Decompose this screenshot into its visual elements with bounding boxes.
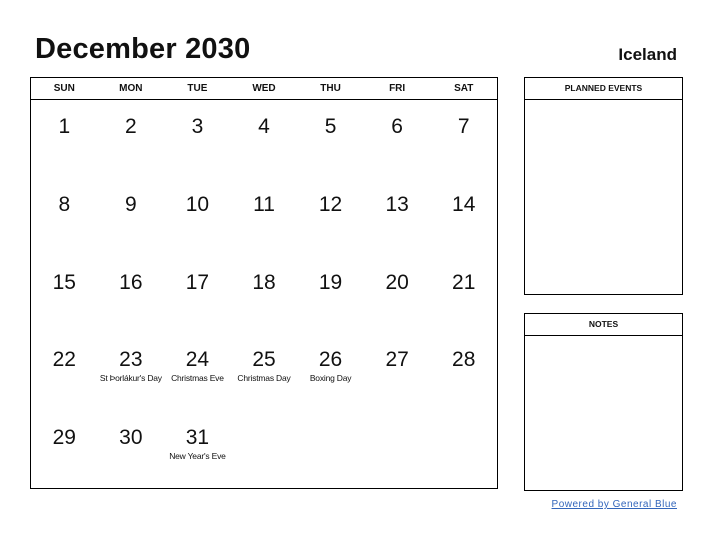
day-cell [430,100,497,178]
day-cell [231,333,298,411]
day-cell [98,411,165,489]
calendar-grid [30,77,498,489]
weekday-label: SAT [454,83,474,94]
page-title: December 2030 [35,33,251,65]
day-number: 3 [191,115,204,138]
day-number: 31 [185,426,210,450]
day-cell [430,333,497,411]
day-number: 13 [385,192,409,216]
day-number: 26 [318,348,343,372]
day-cell [297,256,364,334]
day-number: 19 [318,270,343,294]
day-number: 4 [258,115,270,138]
day-number: 28 [452,348,476,372]
day-number: 1 [58,115,71,138]
notes-title: NOTES [525,314,682,336]
weekday-label: TUE [187,83,208,94]
day-number: 16 [119,270,143,294]
holiday-label: Boxing Day [309,373,352,384]
day-cell [164,256,231,334]
powered-by-link[interactable]: Powered by General Blue [551,499,677,510]
weekday-label: FRI [389,83,406,94]
day-number: 18 [252,270,276,294]
calendar-days [31,100,497,489]
weekday-label: MON [119,83,143,94]
day-cell [164,333,231,411]
day-number: 14 [452,192,476,216]
day-cell [98,333,165,411]
day-cell [297,411,364,489]
day-cell [31,256,98,334]
weekday-label: SUN [53,83,75,94]
day-cell [297,178,364,256]
day-cell [164,178,231,256]
day-number: 15 [52,270,76,294]
day-number: 2 [125,115,137,138]
day-number: 25 [252,348,276,372]
day-cell [430,256,497,334]
day-number: 9 [125,192,137,216]
day-cell [31,178,98,256]
planned-events-title: PLANNED EVENTS [525,78,682,100]
day-number: 21 [452,270,476,294]
day-cell [31,333,98,411]
day-number: 12 [318,192,343,216]
weekday-label: THU [320,83,341,94]
day-cell [364,411,431,489]
day-cell [364,256,431,334]
day-cell [297,100,364,178]
day-cell [297,333,364,411]
day-number: 24 [185,348,210,372]
day-cell [31,411,98,489]
day-cell [231,100,298,178]
day-cell [98,100,165,178]
day-cell [31,100,98,178]
day-number: 7 [457,115,470,138]
day-cell [164,411,231,489]
day-number: 8 [58,192,71,216]
notes-panel [524,313,683,491]
day-number: 20 [385,270,409,294]
day-number: 29 [52,426,76,450]
day-number: 5 [324,115,337,138]
day-cell [364,100,431,178]
day-cell [231,411,298,489]
holiday-label: St Þorlákur's Day [99,373,162,384]
country-label: Iceland [618,45,677,64]
day-number: 30 [119,426,143,450]
day-number: 23 [119,348,143,372]
holiday-label: Christmas Day [237,373,291,384]
day-cell [98,178,165,256]
holiday-label: Christmas Eve [171,373,224,384]
day-number: 27 [385,348,409,372]
weekday-header [31,78,497,100]
day-number: 10 [185,192,210,216]
planned-events-panel [524,77,683,295]
day-cell [98,256,165,334]
day-cell [231,256,298,334]
day-cell [364,178,431,256]
day-cell [364,333,431,411]
day-number: 17 [185,270,210,294]
day-number: 11 [253,192,275,216]
day-cell [430,411,497,489]
day-cell [164,100,231,178]
day-number: 22 [52,348,76,372]
day-cell [430,178,497,256]
weekday-label: WED [252,83,276,94]
day-cell [231,178,298,256]
holiday-label: New Year's Eve [169,451,226,462]
day-number: 6 [391,115,403,138]
